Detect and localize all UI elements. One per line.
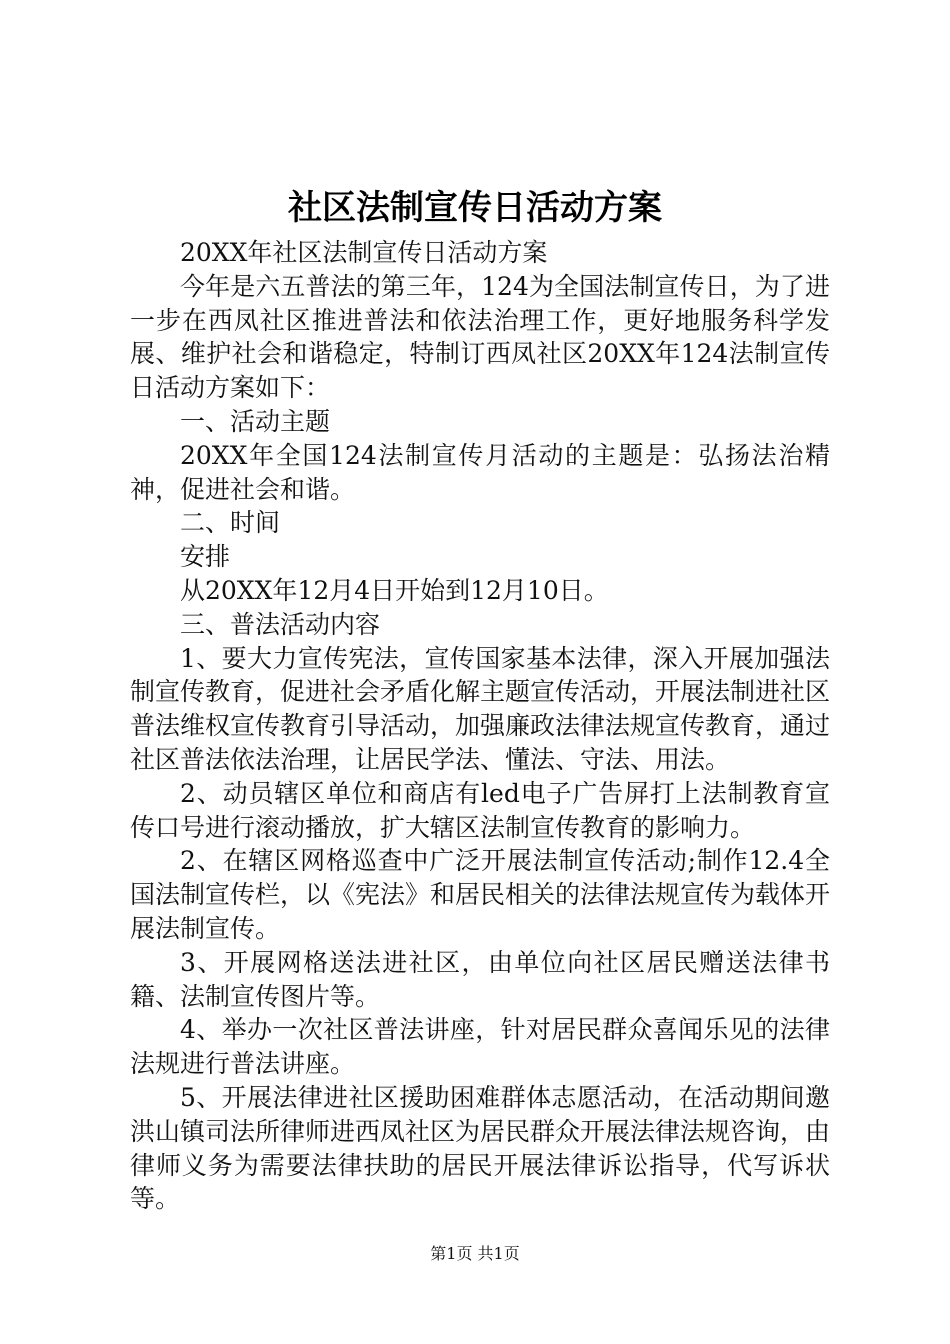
section-heading-theme: 一、活动主题	[180, 406, 331, 436]
document-body	[130, 236, 830, 1216]
paragraph-intro: 今年是六五普法的第三年，124为全国法制宣传日，为了进一步在西凤社区推进普法和依法治理工作，更好地服务科学发展、维护社会和谐稳定，特制订西凤社区20XX年124法制宣传日活动方案如下：	[130, 271, 830, 403]
paragraph-theme: 20XX年全国124法制宣传月活动的主题是：弘扬法治精神，促进社会和谐。	[130, 440, 830, 504]
page-number-footer: 第1页 共1页	[430, 1244, 520, 1263]
document-title: 社区法制宣传日活动方案	[288, 188, 662, 228]
list-item: 3、开展网格送法进社区，由单位向社区居民赠送法律书籍、法制宣传图片等。	[130, 947, 830, 1011]
section-heading-time: 二、时间	[180, 508, 281, 538]
paragraph-subtitle: 20XX年社区法制宣传日活动方案	[180, 238, 548, 267]
paragraph-dates: 从20XX年12月4日开始到12月10日。	[180, 575, 609, 605]
list-item: 5、开展法律进社区援助困难群体志愿活动，在活动期间邀洪山镇司法所律师进西凤社区为居民群众开展法律法规咨询，由律师义务为需要法律扶助的居民开展法律诉讼指导，代写诉状等。	[130, 1082, 831, 1214]
list-item: 2、动员辖区单位和商店有led电子广告屏打上法制教育宣传口号进行滚动播放，扩大辖区法制宣传教育的影响力。	[130, 778, 830, 842]
section-heading-content: 三、普法活动内容	[180, 609, 381, 639]
list-item: 1、要大力宣传宪法，宣传国家基本法律，深入开展加强法制宣传教育，促进社会矛盾化解主题宣传活动，开展法制进社区普法维权宣传教育引导活动，加强廉政法律法规宣传教育，通过社区普法依法治理，让居民学法、懂法、守法、用法。	[130, 643, 831, 774]
list-item: 4、举办一次社区普法讲座，针对居民群众喜闻乐见的法律法规进行普法讲座。	[130, 1015, 830, 1079]
paragraph-arrangement: 安排	[180, 542, 231, 572]
list-item: 2、在辖区网格巡查中广泛开展法制宣传活动;制作12.4全国法制宣传栏，以《宪法》和居民相关的法律法规宣传为载体开展法制宣传。	[130, 846, 831, 943]
